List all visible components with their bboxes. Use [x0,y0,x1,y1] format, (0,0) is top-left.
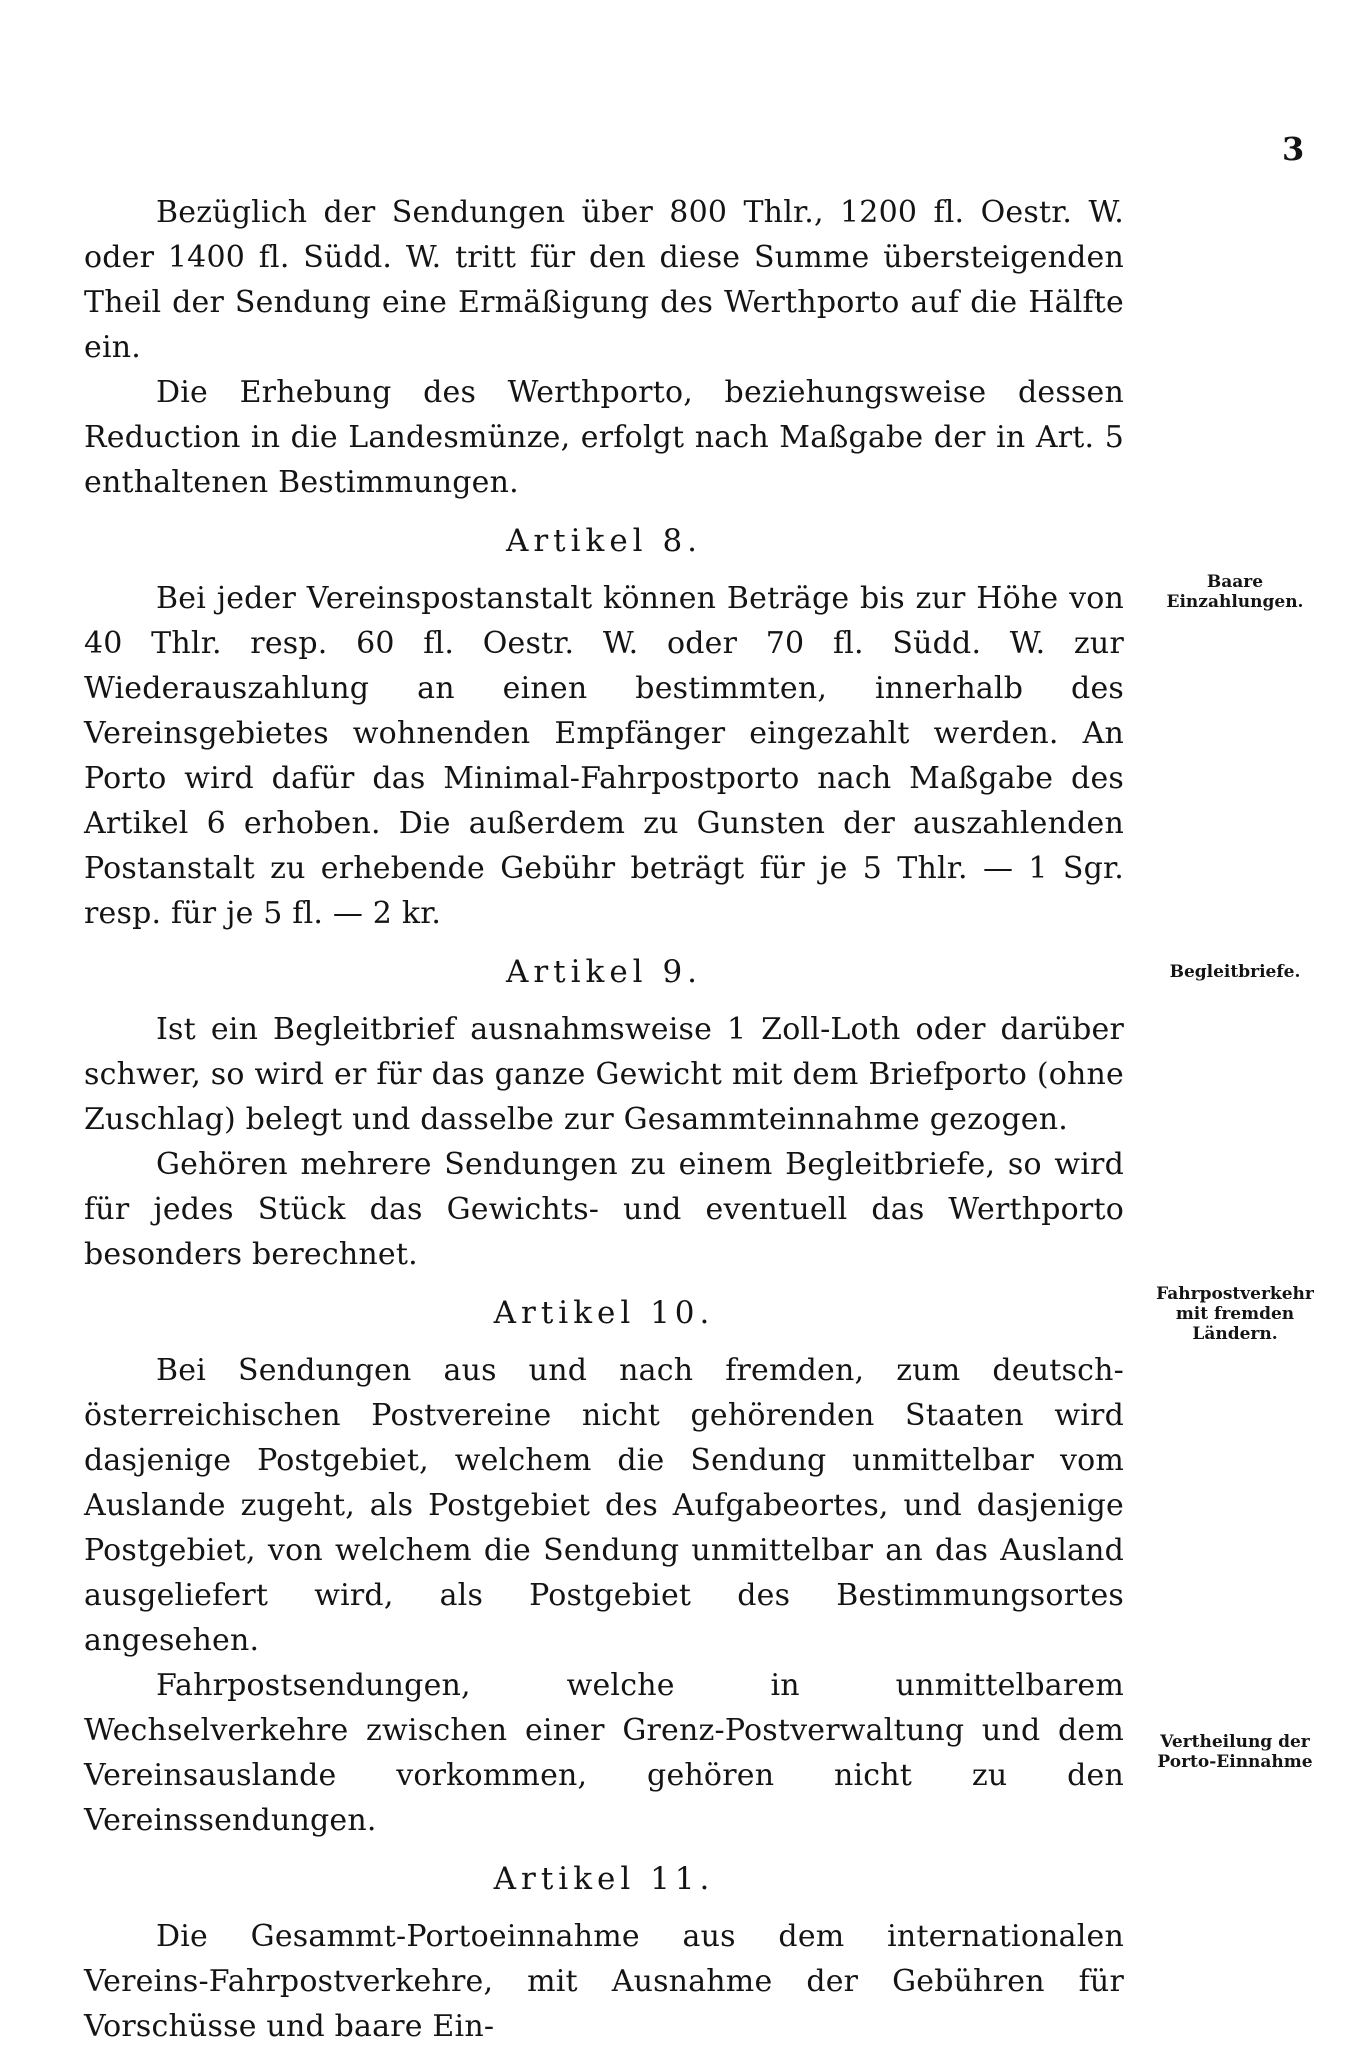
main-text [84,190,1124,2049]
paragraph-artikel-9-b: Gehören mehrere Sendungen zu einem Begleitbriefe, so wird für jedes Stück das Gewichts- und eventuell das Werthporto besonders berechnet. [84,1147,1124,1272]
margin-note-vertheilung: Vertheilung der Porto-Einnahme [1157,1732,1313,1772]
paragraph-werthporto-ermaessigung: Bezüglich der Sendungen über 800 Thlr., 1200 fl. Oestr. W. oder 1400 fl. Südd. W. tritt für den diese Summe übersteigenden Theil der Sendung eine Ermäßigung des Werthporto auf die Hälfte ein. [84,195,1124,365]
paragraph-artikel-10-a: Bei Sendungen aus und nach fremden, zum deutsch-österreichischen Postvereine nicht gehörenden Staaten wird dasjenige Postgebiet, welchem die Sendung unmittelbar vom Auslande zugeht, als Postgebiet des Aufgabeortes, und dasjenige Postgebiet, von welchem die Sendung unmittelbar an das Ausland ausgeliefert wird, als Postgebiet des Bestimmungsortes angesehen. [84,1353,1124,1658]
margin-note-fahrpostverkehr: Fahrpostverkehr mit fremden Ländern. [1156,1284,1314,1344]
margin-note-baare-einzahlungen: Baare Einzahlungen. [1166,572,1304,612]
page-number: 3 [1282,130,1305,168]
paragraph-artikel-11: Die Gesammt-Portoeinnahme aus dem internationalen Vereins-Fahrpostverkehre, mit Ausnahme der Gebühren für Vorschüsse und baare Ein- [84,1919,1124,2044]
heading-artikel-9: Artikel 9. [505,954,703,990]
paragraph-artikel-8: Bei jeder Vereinspostanstalt können Beträge bis zur Höhe von 40 Thlr. resp. 60 fl. Oestr. W. oder 70 fl. Südd. W. zur Wiederauszahlung an einen bestimmten, innerhalb des Vereinsgebietes wohnenden Empfänger eingezahlt werden. An Porto wird dafür das Minimal-Fahrpostporto nach Maßgabe des Artikel 6 erhoben. Die außerdem zu Gunsten der auszahlenden Postanstalt zu erhebende Gebühr beträgt für je 5 Thlr. — 1 Sgr. resp. für je 5 fl. — 2 kr. [84,581,1124,931]
paragraph-artikel-9-a: Ist ein Begleitbrief ausnahmsweise 1 Zoll-Loth oder darüber schwer, so wird er für das ganze Gewicht mit dem Briefporto (ohne Zuschlag) belegt und dasselbe zur Gesammteinnahme gezogen. [84,1012,1124,1137]
paragraph-werthporto-erhebung: Die Erhebung des Werthporto, beziehungsweise dessen Reduction in die Landesmünze, erfolgt nach Maßgabe der in Art. 5 enthaltenen Bestimmungen. [84,375,1124,500]
margin-note-begleitbriefe: Begleitbriefe. [1169,962,1301,982]
heading-artikel-8: Artikel 8. [505,523,703,559]
heading-artikel-11: Artikel 11. [493,1861,715,1897]
paragraph-artikel-10-b: Fahrpostsendungen, welche in unmittelbarem Wechselverkehre zwischen einer Grenz-Postverwaltung und dem Vereinsauslande vorkommen, gehören nicht zu den Vereinssendungen. [84,1668,1124,1838]
heading-artikel-10: Artikel 10. [493,1295,715,1331]
